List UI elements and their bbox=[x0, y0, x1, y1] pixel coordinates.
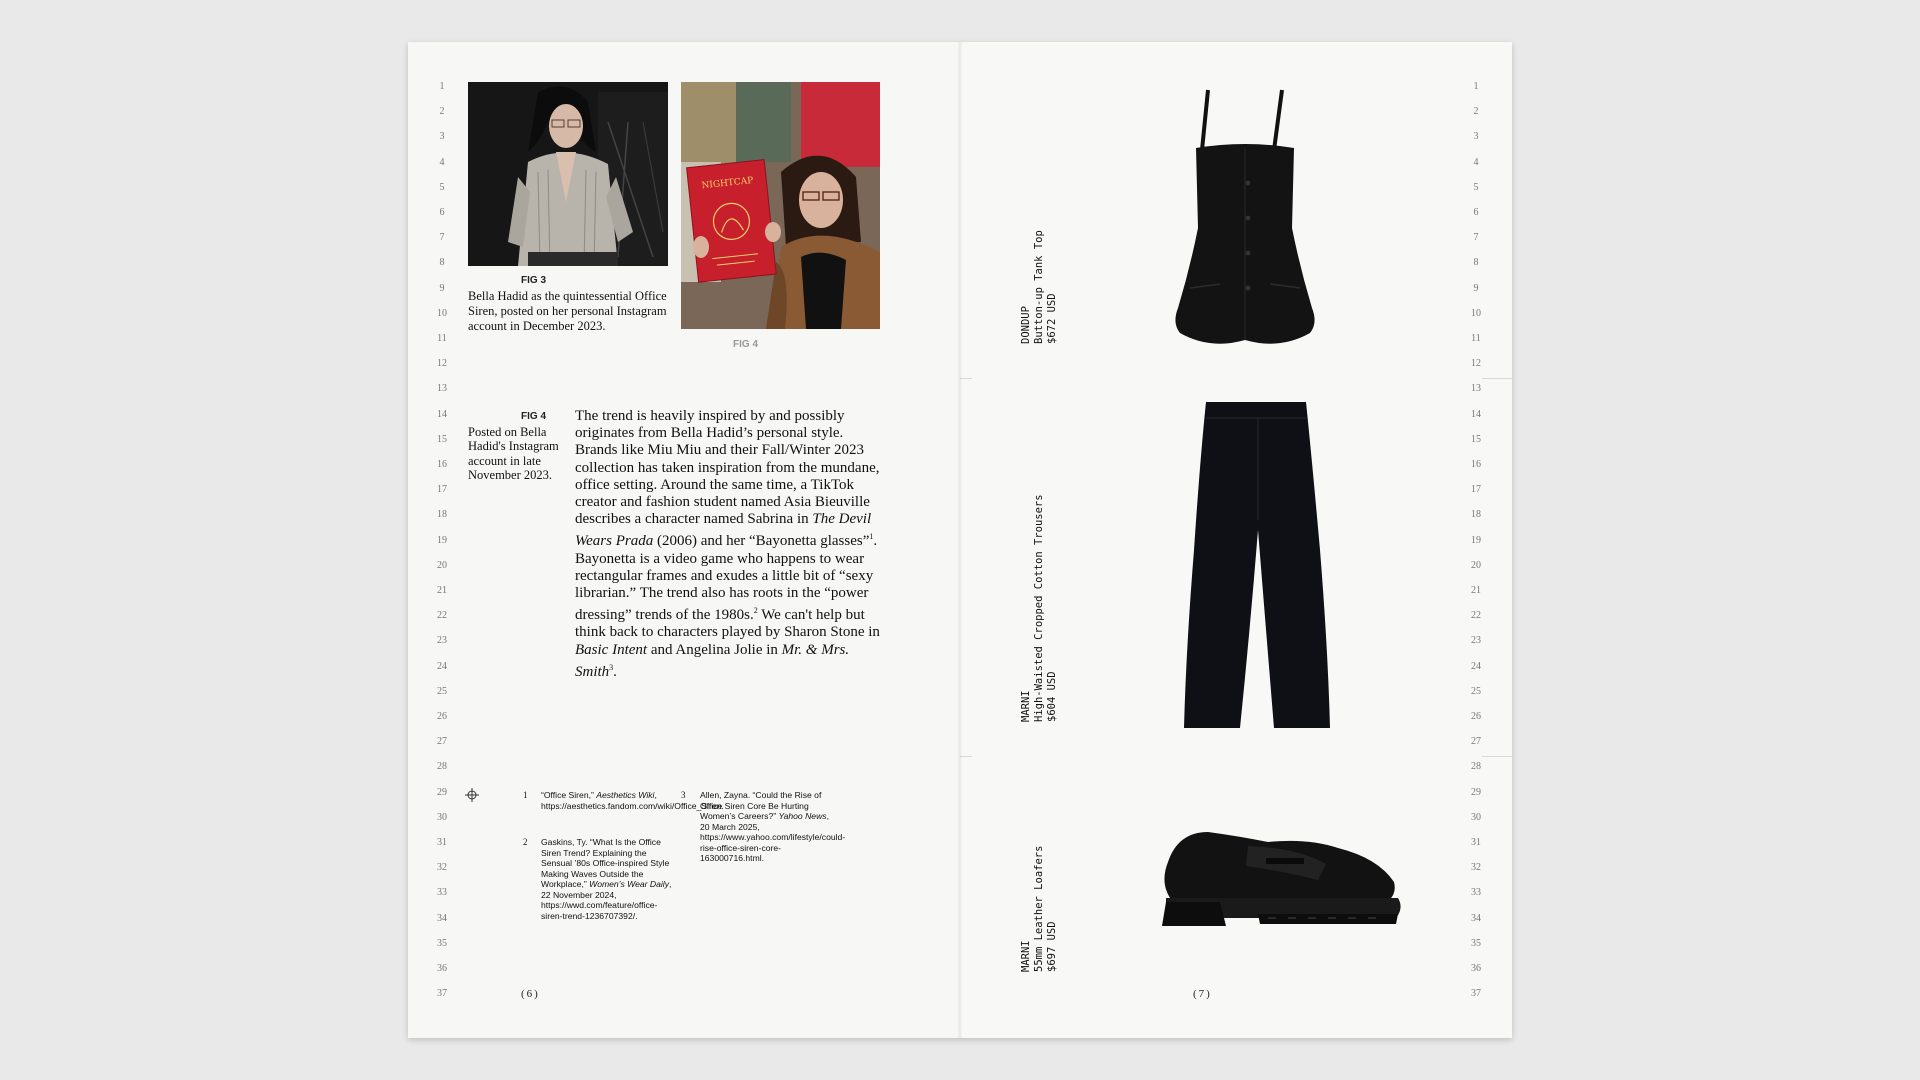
page-number-left: (6) bbox=[521, 988, 540, 1000]
footnote-number: 2 bbox=[523, 837, 528, 847]
fig4-photo bbox=[681, 82, 880, 329]
line-number: 11 bbox=[437, 333, 447, 344]
fig3-caption: Bella Hadid as the quintessential Office Siren, posted on her personal Instagram account in December 2023. bbox=[468, 289, 667, 333]
footnote-text: Gaskins, Ty. “What Is the Office Siren Trend? Explaining the Sensual ’80s Office-inspired Style Making Waves Outside the Workplace,” bbox=[541, 837, 670, 889]
line-number: 6 bbox=[439, 207, 445, 218]
body-part: The trend is heavily inspired by and possibly originates from Bella Hadid’s personal style. Brands like Miu Miu and their Fall/Winter 2023 collection has taken inspiration from the mundane, office setting. Around the same time, a TikTok creator and fashion student named Asia Bieuville describes a character named Sabrina in bbox=[575, 408, 880, 528]
line-number: 37 bbox=[1471, 988, 1481, 1000]
fig4-label: FIG 4 bbox=[733, 339, 759, 350]
film-title: Basic Intent bbox=[575, 641, 648, 658]
line-number: 31 bbox=[437, 837, 447, 848]
fig3-label: FIG 3 bbox=[521, 275, 547, 286]
trousers-image bbox=[1178, 400, 1338, 730]
article-body bbox=[575, 408, 885, 681]
loafer-image bbox=[1148, 802, 1408, 932]
line-number: 27 bbox=[437, 736, 447, 748]
line-number: 1 bbox=[439, 81, 445, 92]
product-brand: DONDUP bbox=[1020, 306, 1032, 344]
line-number: 29 bbox=[1471, 786, 1481, 798]
footnote-number: 1 bbox=[523, 790, 528, 800]
line-number: 2 bbox=[439, 106, 445, 118]
line-number: 14 bbox=[437, 408, 447, 420]
product-name: High-Waisted Cropped Cotton Trousers bbox=[1033, 494, 1045, 722]
footnote-ref: 1 bbox=[869, 532, 874, 542]
line-number: 29 bbox=[437, 786, 447, 798]
line-number: 32 bbox=[437, 862, 447, 874]
left-page bbox=[408, 42, 960, 1038]
footnote-source: Yahoo News bbox=[778, 811, 827, 821]
line-number: 19 bbox=[1471, 534, 1481, 546]
spine-gutter bbox=[958, 42, 962, 1038]
line-number: 18 bbox=[437, 509, 447, 521]
line-number: 2 bbox=[1473, 106, 1479, 118]
footnote-text: , 20 March 2025, https://www.yahoo.com/lifestyle/could-rise-office-siren-core-163000716.html. bbox=[700, 811, 846, 863]
line-number: 31 bbox=[1471, 837, 1481, 848]
line-number: 13 bbox=[1471, 383, 1481, 395]
line-number: 27 bbox=[1471, 736, 1481, 748]
footnote-ref: 3 bbox=[609, 662, 614, 672]
line-number: 19 bbox=[437, 534, 447, 546]
line-number: 12 bbox=[437, 358, 447, 370]
tank-top-image bbox=[1170, 88, 1320, 358]
side-caption: Posted on Bella Hadid's Instagram account in late November 2023. bbox=[468, 425, 559, 482]
footnote-ref: 2 bbox=[753, 606, 758, 616]
line-number: 13 bbox=[437, 383, 447, 395]
product-price: $697 USD bbox=[1046, 921, 1058, 972]
line-number: 7 bbox=[439, 232, 445, 244]
line-number: 34 bbox=[1471, 912, 1481, 924]
line-number: 28 bbox=[1471, 761, 1481, 773]
line-number: 33 bbox=[1471, 887, 1481, 899]
line-number: 36 bbox=[437, 963, 447, 974]
film-title: The Devil Wears Prada bbox=[575, 511, 872, 550]
line-number: 10 bbox=[437, 307, 447, 319]
product-brand: MARNI bbox=[1020, 690, 1032, 722]
footnote-2 bbox=[541, 837, 673, 921]
line-number: 9 bbox=[439, 282, 445, 294]
line-number: 16 bbox=[437, 459, 447, 470]
line-number: 30 bbox=[437, 811, 447, 823]
line-number: 24 bbox=[1471, 660, 1481, 672]
line-number: 7 bbox=[1473, 232, 1479, 244]
product-label-2 bbox=[1020, 494, 1059, 722]
line-number: 37 bbox=[437, 988, 447, 1000]
product-brand: MARNI bbox=[1020, 940, 1032, 972]
section-divider bbox=[1482, 378, 1512, 379]
line-number: 24 bbox=[437, 660, 447, 672]
line-number: 22 bbox=[1471, 610, 1481, 622]
line-number: 3 bbox=[439, 131, 445, 143]
crosshair-icon bbox=[465, 788, 479, 802]
woman-portrait-image bbox=[468, 82, 668, 266]
line-number: 18 bbox=[1471, 509, 1481, 521]
line-number: 4 bbox=[1473, 156, 1479, 168]
line-number: 10 bbox=[1471, 307, 1481, 319]
footnote-source: Aesthetics Wiki bbox=[596, 790, 655, 800]
line-number: 36 bbox=[1471, 963, 1481, 974]
line-number: 30 bbox=[1471, 811, 1481, 823]
line-number: 33 bbox=[437, 887, 447, 899]
line-number: 22 bbox=[437, 610, 447, 622]
line-number: 28 bbox=[437, 761, 447, 773]
product-name: 55mm Leather Loafers bbox=[1033, 845, 1045, 972]
line-number: 11 bbox=[1471, 333, 1481, 344]
footnote-text: Allen, Zayna. “Could the Rise of Office Siren Core Be Hurting Women’s Careers?” bbox=[700, 790, 822, 821]
body-part: We can't help but think back to characters played by Sharon Stone in bbox=[575, 607, 880, 641]
footnote-source: Women’s Wear Daily bbox=[589, 879, 669, 889]
line-number: 8 bbox=[1473, 257, 1479, 269]
product-label-1 bbox=[1020, 230, 1059, 344]
product-name: Button-up Tank Top bbox=[1033, 230, 1045, 344]
body-part: . bbox=[613, 663, 617, 680]
line-number: 34 bbox=[437, 912, 447, 924]
footnote-1 bbox=[541, 790, 724, 811]
line-number: 32 bbox=[1471, 862, 1481, 874]
product-price: $672 USD bbox=[1046, 293, 1058, 344]
line-number: 17 bbox=[437, 484, 447, 496]
line-number: 23 bbox=[437, 635, 447, 647]
line-number: 5 bbox=[439, 181, 445, 193]
side-fig-label: FIG 4 bbox=[521, 411, 547, 422]
line-number: 35 bbox=[437, 937, 447, 949]
line-number: 17 bbox=[1471, 484, 1481, 496]
body-part: and Angelina Jolie in bbox=[647, 641, 782, 658]
line-number: 6 bbox=[1473, 207, 1479, 218]
line-number: 20 bbox=[437, 559, 447, 571]
line-number: 25 bbox=[1471, 685, 1481, 697]
line-number: 26 bbox=[437, 711, 447, 722]
line-number: 12 bbox=[1471, 358, 1481, 370]
magazine-spread bbox=[408, 42, 1512, 1038]
line-number: 3 bbox=[1473, 131, 1479, 143]
line-number: 4 bbox=[439, 156, 445, 168]
line-number: 14 bbox=[1471, 408, 1481, 420]
woman-with-book-image bbox=[681, 82, 880, 329]
footnote-text: , 22 November 2024, https://wwd.com/feature/office-siren-trend-1236707392/. bbox=[541, 879, 672, 921]
book-cover-text: NIGHTCAP bbox=[701, 175, 754, 192]
page-number-right: (7) bbox=[1193, 988, 1212, 1000]
footnote-3 bbox=[700, 790, 846, 864]
line-number: 21 bbox=[437, 585, 447, 596]
film-title: Mr. & Mrs. Smith bbox=[575, 641, 850, 680]
product-price: $604 USD bbox=[1046, 671, 1058, 722]
line-number: 21 bbox=[1471, 585, 1481, 596]
line-number: 16 bbox=[1471, 459, 1481, 470]
line-number: 20 bbox=[1471, 559, 1481, 571]
line-number: 23 bbox=[1471, 635, 1481, 647]
footnote-text: “Office Siren,” bbox=[541, 790, 597, 800]
body-part: . Bayonetta is a video game who happens to wear rectangular frames and exudes a little bit of “sexy librarian.” The trend also has roots in the “power dressing” trends of the 1980s. bbox=[575, 533, 878, 624]
line-number: 8 bbox=[439, 257, 445, 269]
line-number: 15 bbox=[437, 433, 447, 445]
product-label-3 bbox=[1020, 846, 1059, 972]
line-number: 35 bbox=[1471, 937, 1481, 949]
line-number: 1 bbox=[1473, 81, 1479, 92]
line-number: 9 bbox=[1473, 282, 1479, 294]
line-number: 26 bbox=[1471, 711, 1481, 722]
section-divider bbox=[1482, 756, 1512, 757]
footnote-text: , https://aesthetics.fandom.com/wiki/Office_Siren. bbox=[541, 790, 724, 811]
line-number: 15 bbox=[1471, 433, 1481, 445]
right-page bbox=[960, 42, 1512, 1038]
fig3-photo bbox=[468, 82, 668, 266]
footnote-number: 3 bbox=[681, 790, 686, 800]
line-number: 5 bbox=[1473, 181, 1479, 193]
body-part: (2006) and her “Bayonetta glasses” bbox=[653, 533, 870, 550]
line-number: 25 bbox=[437, 685, 447, 697]
